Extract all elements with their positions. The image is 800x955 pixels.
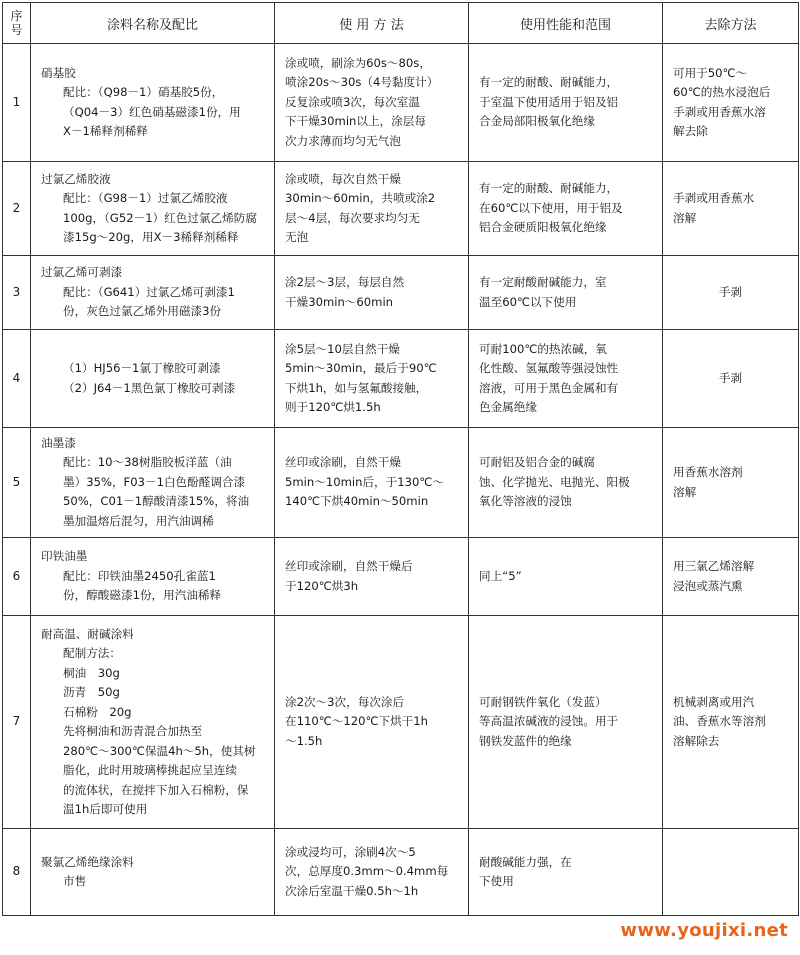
cell-line: 硝基胶 [41, 65, 76, 80]
cell-line: 层～4层，每次要求均匀无 [285, 210, 420, 225]
cell-line: 钢铁发蓝件的绝缘 [479, 733, 572, 748]
cell-method [275, 330, 469, 428]
cell-line: 反复涂或喷3次，每次室温 [285, 94, 420, 109]
cell-line: 温至60℃以下使用 [479, 294, 577, 309]
cell-line: 5min～10min后，于130℃～ [285, 474, 444, 489]
coatings-table [2, 2, 799, 916]
cell-line: 份，灰色过氯乙烯外用磁漆3份 [63, 304, 222, 319]
table-row [3, 330, 799, 428]
cell-name [31, 44, 275, 162]
cell-method [275, 256, 469, 330]
cell-removal [663, 829, 799, 916]
cell-line: 铝合金硬质阳极氧化绝缘 [479, 220, 607, 235]
cell-removal [663, 616, 799, 829]
cell-method [275, 44, 469, 162]
cell-name [31, 616, 275, 829]
cell-removal [663, 256, 799, 330]
cell-line: 涂5层～10层自然干燥 [285, 341, 400, 356]
cell-line: 30min～60min，共喷或涂2 [285, 191, 436, 205]
cell-performance [469, 428, 663, 538]
cell-removal [663, 428, 799, 538]
cell-line: 配制方法： [63, 646, 121, 660]
cell-line: 墨）35%，F03－1白色酚醛调合漆 [63, 474, 246, 489]
cell-name [31, 829, 275, 916]
cell-line: 的流体状，在搅拌下加入石棉粉，保 [63, 782, 249, 797]
cell-name [31, 330, 275, 428]
cell-line: 脂化，此时用玻璃棒挑起应呈连续 [63, 763, 237, 777]
cell-line: 无泡 [285, 230, 309, 244]
table-row [3, 616, 799, 829]
cell-line: 干燥30min～60min [285, 294, 394, 309]
header-performance: 使用性能和范围 [469, 3, 663, 44]
cell-line: （1）HJ56－1氯丁橡胶可剥漆 [63, 361, 221, 375]
cell-line: 丝印或涂刷，自然干燥 [285, 455, 401, 470]
cell-line: 耐酸碱能力强，在 [479, 854, 572, 869]
cell-line: 可耐铝及铝合金的碱腐 [479, 455, 595, 470]
cell-line: 用三氯乙烯溶解 [673, 559, 755, 573]
cell-line: 漆15g～20g，用X－3稀释剂稀释 [63, 230, 239, 244]
cell-line: 可用于50℃～ [673, 65, 748, 80]
cell-line: 于120℃烘3h [285, 578, 359, 593]
table-row [3, 829, 799, 916]
cell-line: 在60℃以下使用，用于铝及 [479, 200, 623, 215]
cell-line: 用香蕉水溶剂 [673, 465, 743, 479]
cell-line: 配比：10～38树脂胶板洋蓝（油 [63, 455, 232, 470]
cell-line: 同上“5” [479, 568, 522, 583]
cell-line: 下烘1h，如与氢氟酸接触， [285, 380, 428, 395]
cell-line: 丝印或涂刷，自然干燥后 [285, 559, 413, 573]
cell-line: 温1h后即可使用 [63, 802, 148, 816]
cell-removal [663, 162, 799, 256]
cell-removal [663, 538, 799, 616]
cell-line: 过氯乙烯可剥漆 [41, 265, 123, 280]
cell-line: 配比：印铁油墨2450孔雀蓝1 [63, 568, 216, 583]
cell-line: 次力求薄而均匀无气泡 [285, 133, 401, 148]
cell-line: 手剥 [718, 284, 743, 299]
cell-line: 次涂后室温干燥0.5h～1h [285, 883, 419, 898]
header-method: 使 用 方 法 [275, 3, 469, 44]
header-seq-line2: 号 [10, 23, 23, 37]
cell-line: 机械剥离或用汽 [673, 694, 755, 709]
cell-performance [469, 538, 663, 616]
cell-line: 化性酸、氢氟酸等强浸蚀性 [479, 361, 619, 375]
cell-line: 配比：（Q98－1）硝基胶5份， [63, 85, 224, 99]
cell-line: 140℃下烘40min～50min [285, 494, 429, 509]
row-seq: 1 [3, 44, 31, 162]
cell-line: 可耐100℃的热浓碱，氧 [479, 341, 607, 356]
cell-line: 沥青 50g [63, 685, 120, 699]
cell-line: 在110℃～120℃下烘干1h [285, 714, 428, 729]
header-seq-line1: 序 [10, 9, 23, 23]
cell-name [31, 162, 275, 256]
cell-removal [663, 330, 799, 428]
cell-line: 涂2层～3层，每层自然 [285, 275, 405, 289]
cell-line: 涂2次～3次，每次涂后 [285, 694, 405, 709]
cell-line: 下干燥30min以上，涂层每 [285, 114, 426, 129]
header-name: 涂料名称及配比 [31, 3, 275, 44]
cell-line: 市售 [63, 874, 87, 888]
cell-line: 色金属绝缘 [479, 400, 537, 414]
cell-line: 墨加温熔后混匀，用汽油调稀 [63, 513, 214, 528]
cell-line: 溶解 [673, 210, 697, 225]
row-seq: 6 [3, 538, 31, 616]
table-row [3, 428, 799, 538]
row-seq: 2 [3, 162, 31, 256]
cell-line: 5min～30min，最后于90℃ [285, 361, 437, 375]
cell-line: 涂或浸均可，涂刷4次～5 [285, 844, 416, 859]
cell-line: 有一定的耐酸、耐碱能力， [479, 75, 619, 90]
header-seq [3, 3, 31, 44]
cell-method [275, 538, 469, 616]
cell-line: 桐油 30g [63, 665, 120, 680]
cell-line: 先将桐油和沥青混合加热至 [63, 724, 203, 738]
cell-line: 涂或喷，每次自然干燥 [285, 171, 401, 186]
cell-line: 解去除 [673, 124, 708, 138]
cell-line: ～1.5h [285, 733, 323, 748]
cell-name [31, 428, 275, 538]
cell-line: （2）J64－1黑色氯丁橡胶可剥漆 [63, 380, 236, 395]
cell-performance [469, 829, 663, 916]
cell-method [275, 616, 469, 829]
cell-line: 100g，（G52－1）红色过氯乙烯防腐 [63, 210, 257, 225]
cell-line: 氧化等溶液的浸蚀 [479, 494, 572, 509]
cell-line: 油、香蕉水等溶剂 [673, 714, 766, 729]
cell-line: 配比：（G98－1）过氯乙烯胶液 [63, 191, 228, 205]
table-row [3, 44, 799, 162]
cell-line: 手剥 [718, 370, 743, 385]
cell-name [31, 256, 275, 330]
row-seq: 3 [3, 256, 31, 330]
cell-line: 60℃的热水浸泡后 [673, 85, 771, 99]
cell-line: 则于120℃烘1.5h [285, 400, 381, 414]
cell-line: 有一定的耐酸、耐碱能力， [479, 181, 619, 196]
cell-line: 有一定耐酸耐碱能力，室 [479, 275, 607, 289]
cell-line: 过氯乙烯胶液 [41, 171, 111, 186]
cell-line: 下使用 [479, 874, 514, 888]
table-row [3, 256, 799, 330]
cell-line: 等高温浓碱液的浸蚀。用于 [479, 714, 619, 729]
cell-method [275, 428, 469, 538]
cell-line: 涂或喷，刷涂为60s～80s， [285, 55, 431, 70]
row-seq: 7 [3, 616, 31, 829]
table-row [3, 538, 799, 616]
cell-line: 溶液，可用于黑色金属和有 [479, 380, 619, 395]
cell-performance [469, 44, 663, 162]
row-seq: 8 [3, 829, 31, 916]
cell-removal [663, 44, 799, 162]
cell-line: 溶解 [673, 484, 697, 499]
cell-line: 50%，C01－1醇酸清漆15%，将油 [63, 494, 250, 509]
cell-line: 石棉粉 20g [63, 704, 132, 719]
cell-name [31, 538, 275, 616]
cell-line: 合金局部阳极氧化绝缘 [479, 114, 595, 129]
row-seq: 4 [3, 330, 31, 428]
cell-method [275, 162, 469, 256]
cell-line: 手剥或用香蕉水 [673, 191, 755, 205]
cell-line: 印铁油墨 [41, 549, 88, 564]
cell-line: 浸泡或蒸汽熏 [673, 578, 743, 593]
header-removal: 去除方法 [663, 3, 799, 44]
cell-line: 聚氯乙烯绝缘涂料 [41, 854, 134, 869]
table-row [3, 162, 799, 256]
cell-line: 配比：（G641）过氯乙烯可剥漆1 [63, 284, 235, 299]
cell-line: （Q04－3）红色硝基磁漆1份，用 [63, 104, 241, 119]
cell-line: 份，醇酸磁漆1份，用汽油稀释 [63, 588, 222, 603]
cell-line: X－1稀释剂稀释 [63, 124, 148, 138]
cell-line: 于室温下使用适用于铝及铝 [479, 94, 619, 109]
cell-line: 手剥或用香蕉水溶 [673, 104, 766, 119]
cell-line: 蚀、化学抛光、电抛光、阳极 [479, 474, 630, 489]
cell-performance [469, 162, 663, 256]
cell-method [275, 829, 469, 916]
row-seq: 5 [3, 428, 31, 538]
cell-line: 次，总厚度0.3mm～0.4mm每 [285, 864, 449, 879]
cell-performance [469, 616, 663, 829]
site-watermark: www.youjixi.net [620, 920, 788, 941]
table-body [3, 44, 799, 916]
cell-line: 溶解除去 [673, 733, 720, 748]
cell-line: 油墨漆 [41, 435, 76, 450]
header-row [3, 3, 799, 44]
cell-line: 喷涂20s～30s（4号黏度计） [285, 75, 439, 90]
cell-performance [469, 330, 663, 428]
cell-line: 耐高温、耐碱涂料 [41, 626, 134, 641]
cell-line: 可耐钢铁件氧化（发蓝） [479, 694, 607, 709]
cell-line: 280℃～300℃保温4h～5h，使其树 [63, 743, 256, 758]
cell-performance [469, 256, 663, 330]
